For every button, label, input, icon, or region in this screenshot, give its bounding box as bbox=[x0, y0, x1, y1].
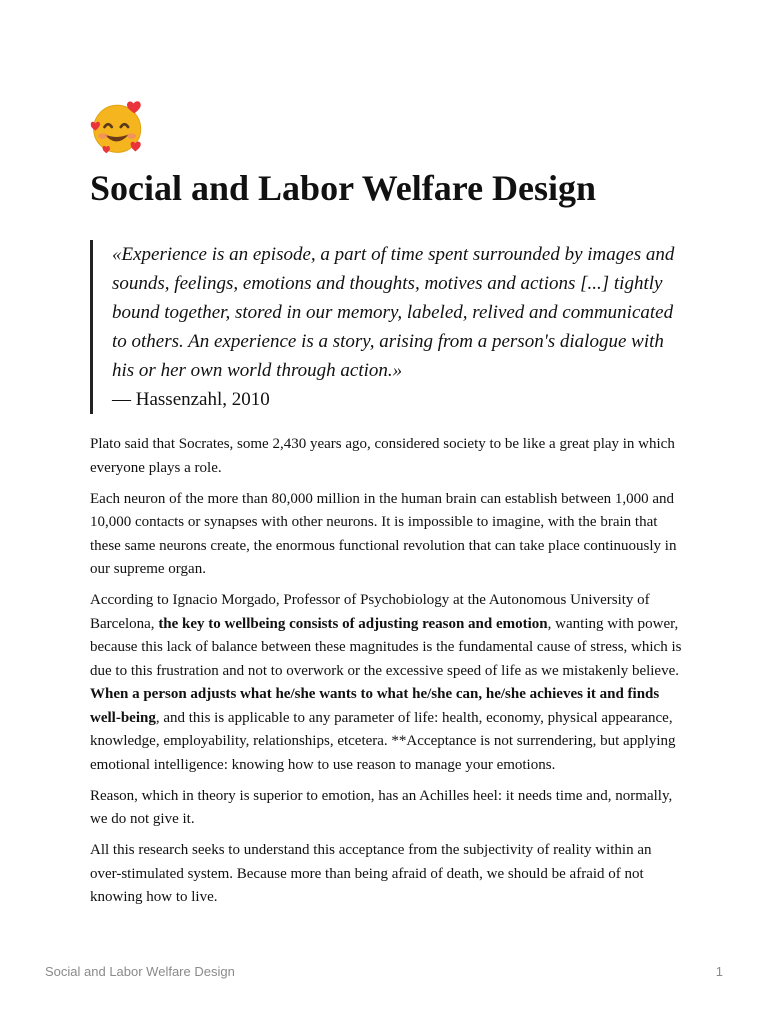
paragraph-morgado-part2: , wanting with power, because this lack of balance between these magnitudes is the fundamental cause of stress, which is due to this frustration and not to overwork or the excessive speed of life as we mistakenly believe. bbox=[90, 615, 682, 679]
bold-key-to-wellbeing: the key to wellbeing consists of adjusting reason and emotion bbox=[158, 615, 548, 632]
quote-attribution: — Hassenzahl, 2010 bbox=[112, 389, 270, 410]
paragraph-morgado bbox=[90, 589, 685, 777]
paragraph-research: All this research seeks to understand this acceptance from the subjectivity of reality within an over-stimulated system. Because more than being afraid of death, we should be afraid of not knowing how to live. bbox=[90, 842, 652, 905]
footer-title: Social and Labor Welfare Design bbox=[45, 964, 235, 979]
paragraph-morgado-part3: , and this is applicable to any parameter of life: health, economy, physical appearance, knowledge, employability, relationships, etcetera. **Acceptance is not surrendering, but applying emotional intelligence: knowing how to use reason to manage your emotions. bbox=[90, 709, 676, 773]
quote-text: «Experience is an episode, a part of time spent surrounded by images and sounds, feelings, emotions and thoughts, motives and actions [...] tightly bound together, stored in our memory, labeled, relived and communicated to others. An experience is a story, arising from a person's dialogue with his or her own world through action.» bbox=[112, 244, 675, 381]
document-title: Social and Labor Welfare Design bbox=[90, 168, 597, 208]
blockquote bbox=[90, 240, 680, 414]
smiling-face-with-hearts-icon bbox=[90, 98, 148, 156]
paragraph-plato: Plato said that Socrates, some 2,430 years ago, considered society to be like a great play in which everyone plays a role. bbox=[90, 436, 675, 476]
body-text bbox=[90, 433, 685, 917]
bold-person-adjusts: When a person adjusts what he/she wants to what he/she can, he/she achieves it and finds well-being bbox=[90, 686, 660, 726]
paragraph-morgado-part1: According to Ignacio Morgado, Professor of Psychobiology at the Autonomous University of Barcelona, bbox=[90, 592, 650, 632]
page-number: 1 bbox=[715, 964, 723, 979]
paragraph-neurons: Each neuron of the more than 80,000 million in the human brain can establish between 1,000 and 10,000 contacts or synapses with other neurons. It is impossible to imagine, with the brain that these same neurons create, the enormous functional revolution that can take place continuously in our supreme organ. bbox=[90, 490, 677, 577]
paragraph-reason: Reason, which in theory is superior to emotion, has an Achilles heel: it needs time and, normally, we do not give it. bbox=[90, 787, 673, 827]
